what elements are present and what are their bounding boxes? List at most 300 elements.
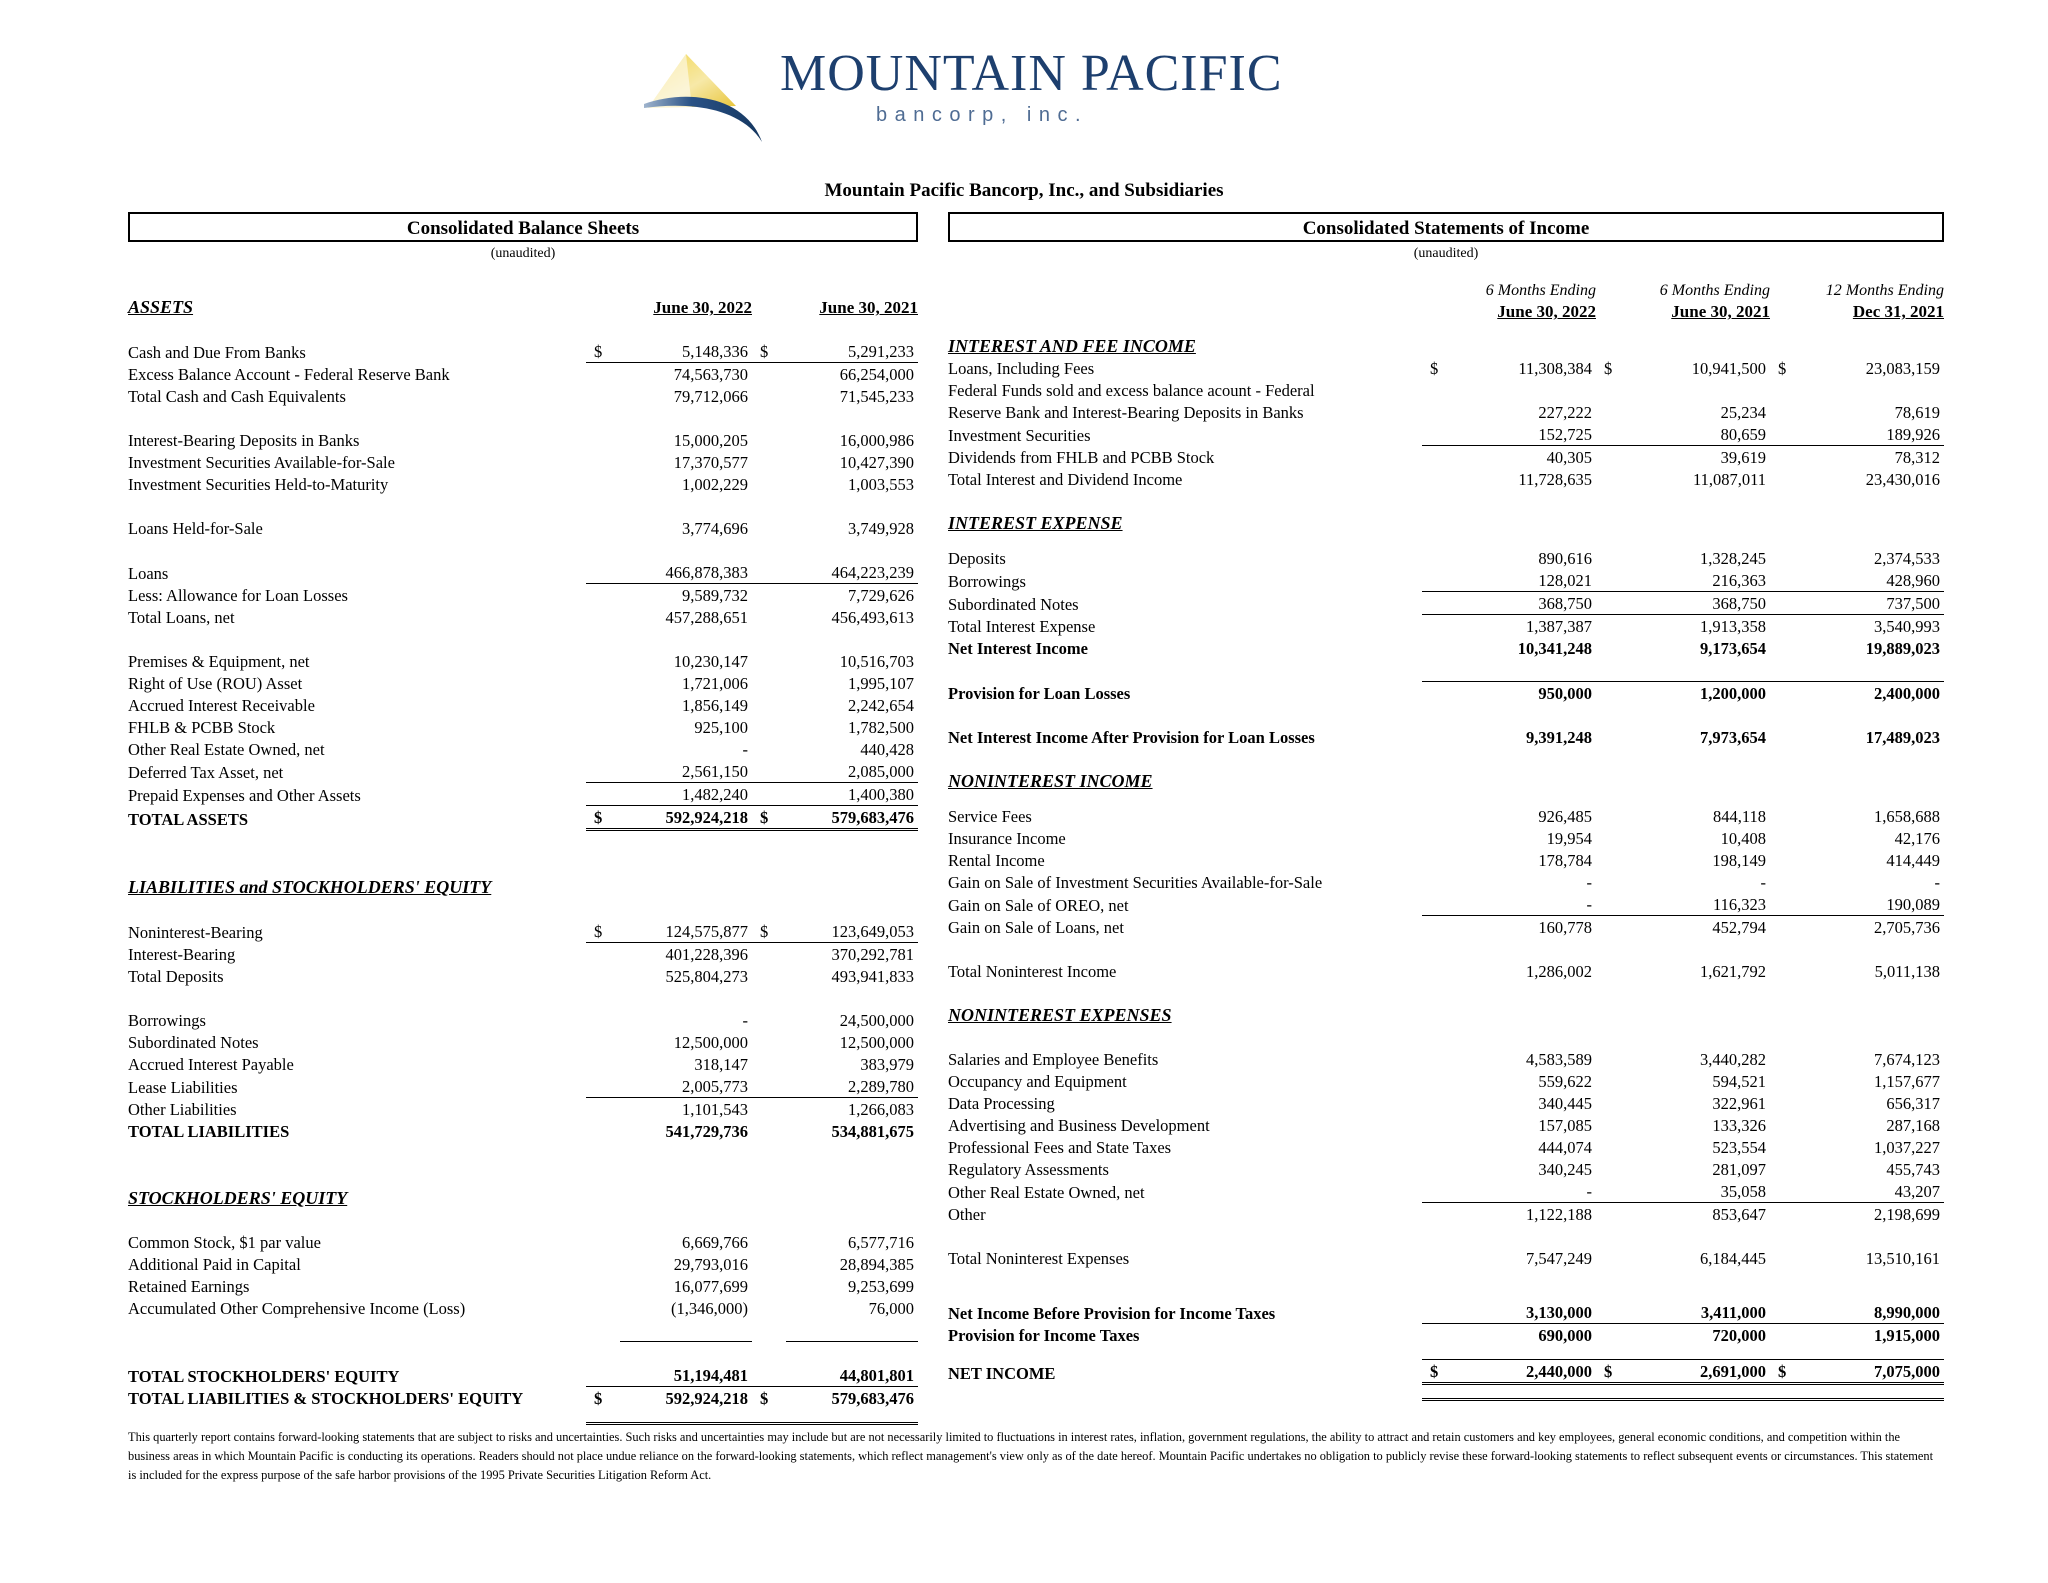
- income-statement-row: [948, 726, 1944, 748]
- currency-symbol: [1770, 1301, 1804, 1324]
- company-logo: [640, 42, 1283, 152]
- currency-symbol: [1770, 592, 1804, 615]
- currency-symbol: [752, 363, 786, 386]
- balance-sheet-row: [128, 473, 918, 495]
- currency-symbol: [1596, 615, 1630, 638]
- currency-symbol: [586, 1231, 620, 1253]
- interest-fee-income-section-row: [948, 335, 1944, 357]
- row-label: Retained Earnings: [128, 1277, 250, 1296]
- currency-symbol: [586, 1075, 620, 1098]
- period-header-1: 6 Months Ending: [1485, 282, 1596, 299]
- value-col-2: 28,894,385: [839, 1255, 914, 1274]
- value-col-1: 40,305: [1456, 446, 1596, 469]
- currency-symbol: $: [760, 922, 769, 941]
- value-col-1: 11,728,635: [1518, 470, 1592, 489]
- value-col-1: 7,547,249: [1526, 1249, 1592, 1268]
- currency-symbol: [1422, 401, 1456, 423]
- value-col-1: 2,561,150: [682, 762, 748, 781]
- value-col-1: 178,784: [1538, 851, 1592, 870]
- value-col-1: 1,482,240: [620, 783, 752, 806]
- value-col-3: 23,083,159: [1865, 359, 1940, 378]
- row-label: Service Fees: [948, 807, 1032, 826]
- currency-symbol: [752, 1120, 786, 1142]
- income-statement-row: [948, 871, 1944, 893]
- currency-symbol: $: [752, 806, 786, 830]
- income-statement-row: [948, 357, 1944, 379]
- income-statement-row: [948, 379, 1944, 401]
- row-label: Gain on Sale of Investment Securities Available-for-Sale: [948, 873, 1323, 892]
- value-col-3: 656,317: [1886, 1094, 1940, 1113]
- balance-sheet-row: [128, 1009, 918, 1031]
- currency-symbol: [1596, 379, 1630, 401]
- row-label: Total Cash and Cash Equivalents: [128, 387, 346, 406]
- value-col-1: 51,194,481: [673, 1366, 748, 1385]
- logo-company-subtitle: bancorp, inc.: [876, 104, 1089, 126]
- currency-symbol: [586, 363, 620, 386]
- balance-sheet-row: [128, 561, 918, 584]
- currency-symbol: [586, 1120, 620, 1142]
- pre-liab-gap: [128, 863, 918, 876]
- value-col-3: 8,990,000: [1874, 1303, 1940, 1322]
- value-col-2: 3,440,282: [1700, 1050, 1766, 1069]
- value-col-1: 340,445: [1538, 1094, 1592, 1113]
- currency-symbol: [1596, 569, 1630, 592]
- value-col-1: 541,729,736: [665, 1122, 748, 1141]
- currency-symbol: [1422, 871, 1456, 893]
- currency-symbol: [1596, 547, 1630, 569]
- value-col-1: 6,669,766: [682, 1233, 748, 1252]
- currency-symbol: [586, 606, 620, 628]
- balance-sheet-row: [128, 672, 918, 694]
- value-col-2: 39,619: [1630, 446, 1770, 469]
- period-header-2: 6 Months Ending: [1659, 282, 1770, 299]
- currency-symbol: [1770, 1136, 1804, 1158]
- row-label: Total Interest and Dividend Income: [948, 470, 1183, 489]
- value-col-1: 1,002,229: [682, 475, 748, 494]
- value-col-2: 6,184,445: [1700, 1249, 1766, 1268]
- row-label: Right of Use (ROU) Asset: [128, 674, 303, 693]
- currency-symbol: [586, 451, 620, 473]
- value-col-2: 2,242,654: [848, 696, 914, 715]
- final-double-rule-row: [948, 1384, 1944, 1400]
- value-col-2: 579,683,476: [786, 1387, 918, 1410]
- currency-symbol: $: [594, 342, 603, 361]
- value-col-2: 1,995,107: [848, 674, 914, 693]
- currency-symbol: [1422, 547, 1456, 569]
- currency-symbol: [752, 965, 786, 987]
- currency-symbol: [1422, 637, 1456, 659]
- currency-symbol: $: [586, 1387, 620, 1410]
- row-label: Total Noninterest Expenses: [948, 1249, 1130, 1268]
- currency-symbol: [1770, 569, 1804, 592]
- value-col-1: 1,856,149: [682, 696, 748, 715]
- value-col-1: 890,616: [1538, 549, 1592, 568]
- currency-symbol: [586, 473, 620, 495]
- currency-symbol: [586, 1009, 620, 1031]
- currency-symbol: [1596, 1247, 1630, 1269]
- value-col-2: 76,000: [868, 1299, 914, 1318]
- row-label: Total Loans, net: [128, 608, 235, 627]
- balance-sheet-row: [128, 385, 918, 407]
- currency-symbol: [1422, 960, 1456, 982]
- value-col-2: 1,782,500: [848, 718, 914, 737]
- currency-symbol: [586, 672, 620, 694]
- balance-sheet-row: [128, 1231, 918, 1253]
- value-col-1: -: [742, 1011, 748, 1030]
- balance-sheet-row: [128, 1364, 918, 1387]
- currency-symbol: [586, 1364, 620, 1387]
- balance-sheet-row: [128, 1253, 918, 1275]
- currency-symbol: $: [1422, 1360, 1456, 1384]
- row-gap: [128, 987, 918, 1009]
- row-label: Dividends from FHLB and PCBB Stock: [948, 448, 1215, 467]
- currency-symbol: [752, 1053, 786, 1075]
- currency-symbol: [1422, 1114, 1456, 1136]
- currency-symbol: [1422, 1324, 1456, 1347]
- value-col-3: -: [1934, 873, 1940, 892]
- value-col-3: 2,198,699: [1804, 1203, 1944, 1226]
- currency-symbol: [586, 517, 620, 539]
- currency-symbol: [586, 694, 620, 716]
- balance-sheet-row: [128, 1387, 918, 1410]
- row-label: Provision for Income Taxes: [948, 1326, 1140, 1345]
- value-col-2: 720,000: [1630, 1324, 1770, 1347]
- currency-symbol: [586, 1098, 620, 1121]
- currency-symbol: [1770, 1180, 1804, 1203]
- value-col-1: 1,721,006: [682, 674, 748, 693]
- currency-symbol: $: [594, 922, 603, 941]
- value-col-3: 17,489,023: [1865, 728, 1940, 747]
- value-col-3: 1,915,000: [1804, 1324, 1944, 1347]
- row-label: Regulatory Assessments: [948, 1160, 1109, 1179]
- post-noninterest-income-head-gap: [948, 792, 1944, 805]
- row-label: Accrued Interest Receivable: [128, 696, 315, 715]
- currency-symbol: [586, 965, 620, 987]
- currency-symbol: [1422, 1048, 1456, 1070]
- value-col-1: 401,228,396: [620, 943, 752, 966]
- row-label: Other Real Estate Owned, net: [128, 740, 325, 759]
- currency-symbol: [1770, 916, 1804, 939]
- income-statement-row: [948, 1158, 1944, 1180]
- currency-symbol: [752, 429, 786, 451]
- value-col-2: 1,003,553: [848, 475, 914, 494]
- value-col-2: 493,941,833: [831, 967, 914, 986]
- income-statement-row: [948, 468, 1944, 490]
- row-label: Gain on Sale of OREO, net: [948, 895, 1129, 915]
- balance-sheet-row: [128, 1075, 918, 1098]
- income-statement-row: [948, 1180, 1944, 1203]
- value-col-3: 78,619: [1894, 403, 1940, 422]
- value-col-1: 444,074: [1538, 1138, 1592, 1157]
- pre-total-noninterest-income-gap: [948, 938, 1944, 960]
- currency-symbol: [752, 451, 786, 473]
- currency-symbol: [1770, 1203, 1804, 1226]
- balance-sheet-row: [128, 451, 918, 473]
- value-col-1: 1,101,543: [620, 1098, 752, 1121]
- income-statement-row: [948, 547, 1944, 569]
- value-col-2: -: [1760, 873, 1766, 892]
- value-col-2: 5,291,233: [848, 342, 914, 361]
- income-statement-row: [948, 805, 1944, 827]
- currency-symbol: [752, 1253, 786, 1275]
- currency-symbol: [752, 760, 786, 783]
- row-label: Other: [948, 1205, 986, 1224]
- value-col-3: 7,674,123: [1874, 1050, 1940, 1069]
- row-label: Advertising and Business Development: [948, 1116, 1210, 1135]
- row-label: FHLB & PCBB Stock: [128, 718, 276, 737]
- currency-symbol: [752, 584, 786, 607]
- value-col-1: 152,725: [1538, 425, 1592, 444]
- row-label: Occupancy and Equipment: [948, 1072, 1127, 1091]
- value-col-1: 2,005,773: [682, 1077, 748, 1096]
- noninterest-expenses-section-row: [948, 1004, 1944, 1026]
- value-col-2: 1,621,792: [1700, 962, 1766, 981]
- value-col-1: 124,575,877: [665, 922, 748, 941]
- row-label: Other Real Estate Owned, net: [948, 1182, 1145, 1202]
- currency-symbol: $: [752, 1387, 786, 1410]
- logo-wordmark: [780, 45, 1283, 127]
- value-col-1: 926,485: [1538, 807, 1592, 826]
- currency-symbol: [1770, 726, 1804, 748]
- value-col-1: 340,245: [1538, 1160, 1592, 1179]
- balance-sheet-row: [128, 363, 918, 386]
- value-col-2: 10,516,703: [839, 652, 914, 671]
- currency-symbol: [586, 1297, 620, 1319]
- currency-symbol: [1596, 871, 1630, 893]
- value-col-1: -: [742, 740, 748, 759]
- income-statement-row: [948, 401, 1944, 423]
- currency-symbol: $: [1596, 1360, 1630, 1384]
- value-col-3: 1,037,227: [1874, 1138, 1940, 1157]
- income-statement-unaudited-label: (unaudited): [1413, 246, 1479, 261]
- currency-symbol: [1596, 1070, 1630, 1092]
- currency-symbol: [586, 1275, 620, 1297]
- row-label: TOTAL LIABILITIES: [128, 1122, 290, 1141]
- currency-symbol: [752, 738, 786, 760]
- value-col-2: 1,200,000: [1630, 682, 1770, 705]
- currency-symbol: [1596, 1114, 1630, 1136]
- value-col-1: 9,589,732: [620, 584, 752, 607]
- liabilities-equity-section-row: [128, 876, 918, 898]
- row-label: Investment Securities: [948, 425, 1091, 445]
- row-gap: [128, 628, 918, 650]
- currency-symbol: [1596, 468, 1630, 490]
- income-header-gap: [948, 322, 1944, 335]
- currency-symbol: [1422, 1158, 1456, 1180]
- currency-symbol: $: [1604, 359, 1613, 378]
- value-col-2: 7,729,626: [786, 584, 918, 607]
- currency-symbol: [1422, 1301, 1456, 1324]
- currency-symbol: [586, 385, 620, 407]
- value-col-3: [1804, 379, 1944, 401]
- row-label: Salaries and Employee Benefits: [948, 1050, 1159, 1069]
- pre-net-income-gap: [948, 1346, 1944, 1360]
- value-col-1: [1456, 379, 1596, 401]
- value-col-2: 80,659: [1720, 425, 1766, 444]
- value-col-1: 2,440,000: [1456, 1360, 1596, 1384]
- stockholders-equity-section-row: [128, 1187, 918, 1209]
- income-statement-row: [948, 569, 1944, 592]
- currency-symbol: [1596, 1092, 1630, 1114]
- row-label: Additional Paid in Capital: [128, 1255, 301, 1274]
- value-col-2: 24,500,000: [839, 1011, 914, 1030]
- currency-symbol: [1770, 468, 1804, 490]
- value-col-1: 11,308,384: [1518, 359, 1592, 378]
- interest-expense-section-heading: INTEREST EXPENSE: [948, 513, 1123, 533]
- currency-symbol: [586, 650, 620, 672]
- value-col-1: -: [1586, 873, 1592, 892]
- income-statement-table: [948, 278, 1944, 1401]
- value-col-1: 9,391,248: [1526, 728, 1592, 747]
- row-label: TOTAL LIABILITIES & STOCKHOLDERS' EQUITY: [128, 1389, 524, 1408]
- value-col-2: 383,979: [860, 1055, 914, 1074]
- currency-symbol: [1770, 1048, 1804, 1070]
- balance-sheet-row: [128, 965, 918, 987]
- currency-symbol: [586, 584, 620, 607]
- balance-sheet-row: [128, 606, 918, 628]
- currency-symbol: [752, 1098, 786, 1121]
- income-statement-row: [948, 1070, 1944, 1092]
- currency-symbol: [752, 473, 786, 495]
- balance-sheet-row: [128, 340, 918, 363]
- row-gap: [128, 539, 918, 561]
- row-label: Other Liabilities: [128, 1100, 237, 1119]
- row-label: Data Processing: [948, 1094, 1055, 1113]
- income-statement-row: [948, 1114, 1944, 1136]
- currency-symbol: [1770, 547, 1804, 569]
- currency-symbol: [1596, 960, 1630, 982]
- currency-symbol: [1422, 1070, 1456, 1092]
- currency-symbol: [586, 738, 620, 760]
- value-col-1: 19,954: [1546, 829, 1592, 848]
- currency-symbol: [1596, 446, 1630, 469]
- row-label: Total Noninterest Income: [948, 962, 1117, 981]
- value-col-1: 79,712,066: [673, 387, 748, 406]
- currency-symbol: [1422, 916, 1456, 939]
- period-header-3: 12 Months Ending: [1825, 282, 1944, 299]
- currency-symbol: [586, 1031, 620, 1053]
- income-statement-row: [948, 1136, 1944, 1158]
- row-label: Investment Securities Held-to-Maturity: [128, 475, 389, 494]
- value-col-2: 123,649,053: [831, 922, 914, 941]
- value-col-3: 1,658,688: [1874, 807, 1940, 826]
- balance-sheet-row: [128, 1120, 918, 1142]
- row-label: Investment Securities Available-for-Sale: [128, 453, 395, 472]
- post-equity-head-gap: [128, 1209, 918, 1231]
- value-col-2: 1,913,358: [1630, 615, 1770, 638]
- row-label: Loans: [128, 563, 169, 583]
- income-statement-row: [948, 960, 1944, 982]
- value-col-2: 281,097: [1712, 1160, 1766, 1179]
- currency-symbol: [1596, 726, 1630, 748]
- post-noninterest-expenses-head-gap: [948, 1026, 1944, 1048]
- currency-symbol: [1770, 960, 1804, 982]
- pre-total-noninterest-expenses-gap: [948, 1225, 1944, 1247]
- value-col-3: 7,075,000: [1804, 1360, 1944, 1384]
- value-col-2: 216,363: [1712, 571, 1766, 590]
- currency-symbol: [1422, 569, 1456, 592]
- value-col-3: 42,176: [1894, 829, 1940, 848]
- currency-symbol: [1596, 1136, 1630, 1158]
- currency-symbol: [752, 1031, 786, 1053]
- value-col-1: -: [1586, 1182, 1592, 1201]
- value-col-1: 5,148,336: [682, 342, 748, 361]
- value-col-2: 1,266,083: [786, 1098, 918, 1121]
- row-label: Loans Held-for-Sale: [128, 519, 263, 538]
- value-col-2: 9,253,699: [848, 1277, 914, 1296]
- row-label: Net Interest Income After Provision for Loan Losses: [948, 728, 1315, 747]
- value-col-1: 29,793,016: [673, 1255, 748, 1274]
- currency-symbol: [1596, 637, 1630, 659]
- value-col-2: 10,941,500: [1691, 359, 1766, 378]
- value-col-2: 368,750: [1630, 592, 1770, 615]
- balance-sheet-row: [128, 760, 918, 783]
- income-statement-row: [948, 637, 1944, 659]
- currency-symbol: [1422, 682, 1456, 705]
- currency-symbol: [752, 1297, 786, 1319]
- value-col-1: 157,085: [1538, 1116, 1592, 1135]
- value-col-2: 6,577,716: [848, 1233, 914, 1252]
- value-col-3: 5,011,138: [1874, 962, 1940, 981]
- pre-noninterest-income-gap: [948, 748, 1944, 770]
- row-label: Lease Liabilities: [128, 1077, 238, 1097]
- row-gap: [128, 407, 918, 429]
- value-col-2: 440,428: [860, 740, 914, 759]
- value-col-1: 227,222: [1538, 403, 1592, 422]
- row-label: Rental Income: [948, 851, 1045, 870]
- balance-sheet-unaudited-label: (unaudited): [490, 246, 556, 261]
- value-col-3: 19,889,023: [1865, 639, 1940, 658]
- value-col-1: 12,500,000: [673, 1033, 748, 1052]
- balance-col-header-1: June 30, 2022: [653, 298, 752, 317]
- balance-sheet-row: [128, 806, 918, 830]
- row-label: Borrowings: [948, 571, 1026, 591]
- row-label: Deposits: [948, 549, 1006, 568]
- value-col-1: 10,230,147: [673, 652, 748, 671]
- currency-symbol: [1770, 379, 1804, 401]
- row-label: NET INCOME: [948, 1363, 1056, 1383]
- value-col-2: [1630, 379, 1770, 401]
- row-label: Common Stock, $1 par value: [128, 1233, 321, 1252]
- noninterest-income-section-heading: NONINTEREST INCOME: [948, 771, 1153, 791]
- currency-symbol: [1596, 805, 1630, 827]
- value-col-3: 13,510,161: [1865, 1249, 1940, 1268]
- value-col-2: 3,411,000: [1700, 1303, 1766, 1322]
- income-statement-row: [948, 893, 1944, 916]
- income-col-header-3: Dec 31, 2021: [1852, 302, 1944, 321]
- logo-company-name: MOUNTAIN PACIFIC: [780, 45, 1283, 102]
- row-gap: [128, 1319, 918, 1342]
- row-label: TOTAL ASSETS: [128, 809, 249, 829]
- row-label: Total Deposits: [128, 967, 224, 986]
- income-statement-row: [948, 1301, 1944, 1324]
- balance-sheet-row: [128, 584, 918, 607]
- assets-header-gap: [128, 318, 918, 340]
- currency-symbol: [1596, 592, 1630, 615]
- post-interest-expense-head-gap: [948, 534, 1944, 547]
- value-col-1: 4,583,589: [1526, 1050, 1592, 1069]
- row-label: Interest-Bearing Deposits in Banks: [128, 431, 360, 450]
- currency-symbol: [586, 429, 620, 451]
- currency-symbol: [1596, 1158, 1630, 1180]
- balance-sheet-row: [128, 1053, 918, 1075]
- noninterest-income-section-row: [948, 770, 1944, 792]
- currency-symbol: [1422, 1136, 1456, 1158]
- interest-fee-income-section-heading: INTEREST AND FEE INCOME: [948, 336, 1196, 356]
- currency-symbol: [752, 1275, 786, 1297]
- currency-symbol: [586, 943, 620, 966]
- balance-col-header-2: June 30, 2021: [819, 298, 918, 317]
